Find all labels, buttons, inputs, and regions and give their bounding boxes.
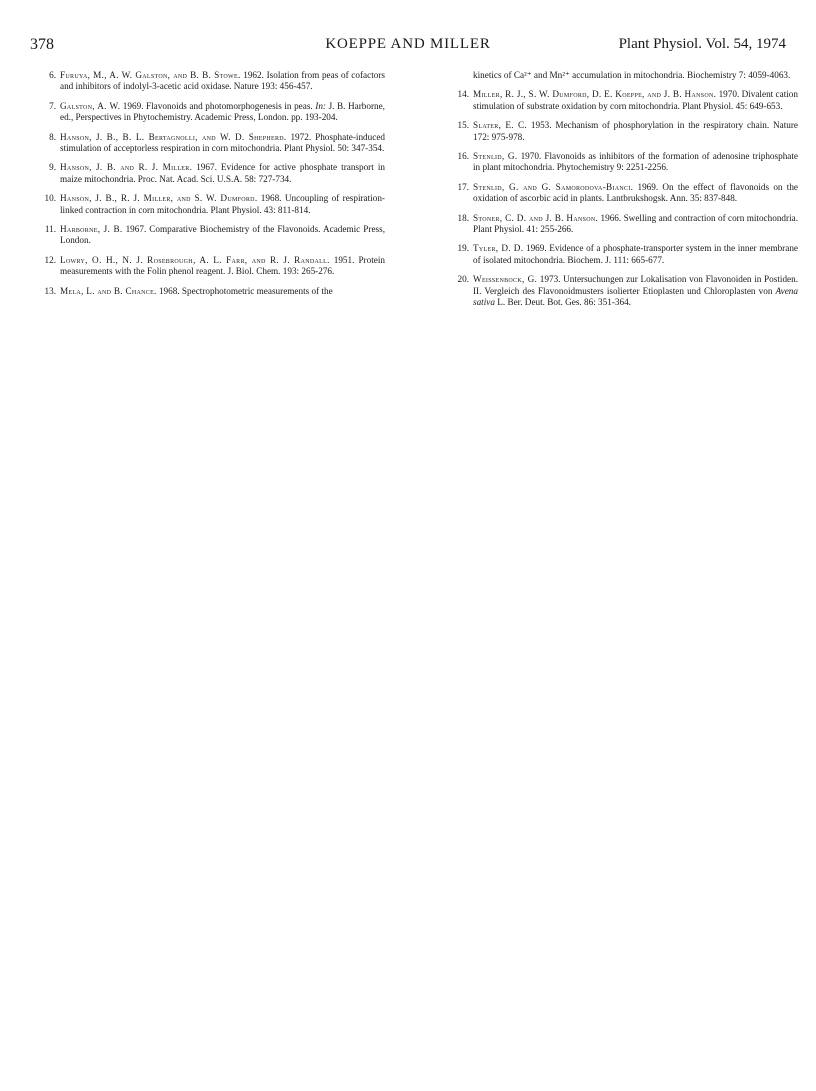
reference-number: 10. — [44, 193, 56, 204]
reference-authors: Stoner, C. D. and J. B. Hanson. — [473, 212, 599, 223]
reference-text: 1967. Evidence for active phosphate transport in maize mitochondria. Proc. Nat. Acad. Sci. U.S.A. 58: 727-734. — [60, 162, 385, 184]
page-number: 378 — [30, 36, 54, 53]
reference-number: 20. — [457, 274, 469, 285]
reference-number: 16. — [457, 151, 469, 162]
reference-authors: Hanson, J. B., B. L. Bertagnolli, and W. D. Shepherd. — [60, 131, 287, 142]
reference-authors: Tyler, D. D. — [473, 243, 524, 254]
reference-number: 18. — [457, 212, 469, 223]
reference-15 — [443, 120, 798, 143]
reference-18 — [443, 213, 798, 236]
reference-number: 12. — [44, 254, 56, 265]
reference-italic: In: — [315, 100, 326, 111]
reference-authors: Miller, R. J., S. W. Dumford, D. E. Koeppe, and J. B. Hanson. — [473, 89, 717, 100]
reference-authors: Furuya, M., A. W. Galston, and B. B. Stowe. — [60, 70, 241, 80]
reference-italic: Avena sativa — [473, 285, 798, 308]
references-right-column — [443, 70, 798, 317]
reference-text: 1969. Evidence of a phosphate-transporter system in the inner membrane of isolated mitochondria. Biochem. J. 111: 665-677. — [473, 243, 798, 265]
reference-authors: Stenlid, G. and G. Samorodova-Bianci. — [473, 181, 634, 192]
reference-authors: Mela, L. and B. Chance. — [60, 285, 157, 296]
reference-text: 1970. Divalent cation stimulation of substrate oxidation by corn mitochondria. Plant Physiol. 45: 649-653. — [473, 89, 798, 111]
reference-authors: Lowry, O. H., N. J. Rosebrough, A. L. Farr, and R. J. Randall. — [60, 254, 330, 265]
reference-6 — [30, 70, 385, 93]
references-left-column — [30, 70, 385, 305]
reference-authors: Harborne, J. B. — [60, 224, 123, 235]
reference-text-cont: J. B. Harborne, ed., Perspectives in Phytochemistry. Academic Press, London. pp. 193-204. — [60, 100, 385, 123]
reference-number: 6. — [49, 70, 56, 80]
reference-16 — [443, 151, 798, 174]
reference-20 — [443, 274, 798, 308]
reference-text: 1962. Isolation from peas of cofactors and inhibitors of indolyl-3-acetic acid oxidase. Nature 193: 456-457. — [60, 70, 385, 92]
reference-number: 19. — [457, 243, 469, 254]
reference-text: 1973. Untersuchungen zur Lokalisation von Flavonoiden in Postiden. II. Vergleich des Flavonoidmusters isolierter Etioplasten und Chloroplasten von — [473, 274, 799, 296]
reference-number: 17. — [457, 181, 469, 192]
reference-text: 1969. Flavonoids and photomorphogenesis in peas. — [120, 100, 316, 111]
reference-8 — [30, 132, 385, 155]
reference-number: 15. — [457, 120, 469, 131]
reference-13-continuation: kinetics of Ca²⁺ and Mn²⁺ accumulation in mitochondria. Biochemistry 7: 4059-4063. — [473, 70, 791, 80]
reference-11 — [30, 224, 385, 247]
reference-authors: Slater, E. C. — [473, 120, 528, 131]
reference-authors: Stenlid, G. — [473, 151, 518, 162]
reference-authors: Weissenbock, G. — [473, 274, 538, 285]
reference-12 — [30, 255, 385, 278]
reference-14 — [443, 89, 798, 112]
reference-13 — [30, 286, 385, 297]
reference-number: 14. — [457, 89, 469, 100]
reference-7 — [30, 101, 385, 124]
reference-19 — [443, 243, 798, 266]
reference-text-cont: L. Ber. Deut. Bot. Ges. 86: 351-364. — [494, 297, 631, 308]
journal-citation: Plant Physiol. Vol. 54, 1974 — [618, 36, 786, 52]
reference-9 — [30, 162, 385, 185]
reference-text: 1969. On the effect of flavonoids on the oxidation of ascorbic acid in plants. Lantbrukshogsk. Ann. 35: 837-848. — [473, 181, 798, 204]
reference-number: 9. — [49, 162, 56, 173]
page-header — [30, 36, 786, 60]
reference-17 — [443, 182, 798, 205]
reference-text: 1967. Comparative Biochemistry of the Flavonoids. Academic Press, London. — [60, 224, 385, 246]
reference-number: 11. — [44, 224, 56, 235]
reference-text: 1951. Protein measurements with the Folin phenol reagent. J. Biol. Chem. 193: 265-276. — [60, 254, 385, 277]
reference-number: 7. — [49, 100, 56, 111]
reference-authors: Galston, A. W. — [60, 100, 121, 111]
reference-number: 8. — [49, 131, 56, 142]
reference-text: 1970. Flavonoids as inhibitors of the formation of adenosine triphosphate in plant mitochondria. Phytochemistry 9: 2251-2256. — [473, 151, 798, 173]
reference-text: 1968. Uncoupling of respiration-linked contraction in corn mitochondria. Plant Physiol. 43: 811-814. — [60, 193, 385, 215]
reference-number: 13. — [44, 285, 56, 296]
reference-10 — [30, 193, 385, 216]
reference-text: 1968. Spectrophotometric measurements of the — [156, 285, 333, 296]
reference-authors: Hanson, J. B., R. J. Miller, and S. W. Dumford. — [60, 193, 258, 204]
reference-text: 1953. Mechanism of phosphorylation in the respiratory chain. Nature 172: 975-978. — [473, 120, 798, 142]
running-title: KOEPPE AND MILLER — [325, 36, 491, 52]
reference-text: 1972. Phosphate-induced stimulation of acceptorless respiration in corn mitochondria. Plant Physiol. 50: 347-354. — [60, 131, 385, 154]
reference-authors: Hanson, J. B. and R. J. Miller. — [60, 162, 193, 173]
reference-text: 1966. Swelling and contraction of corn mitochondria. Plant Physiol. 41: 255-266. — [473, 212, 798, 235]
